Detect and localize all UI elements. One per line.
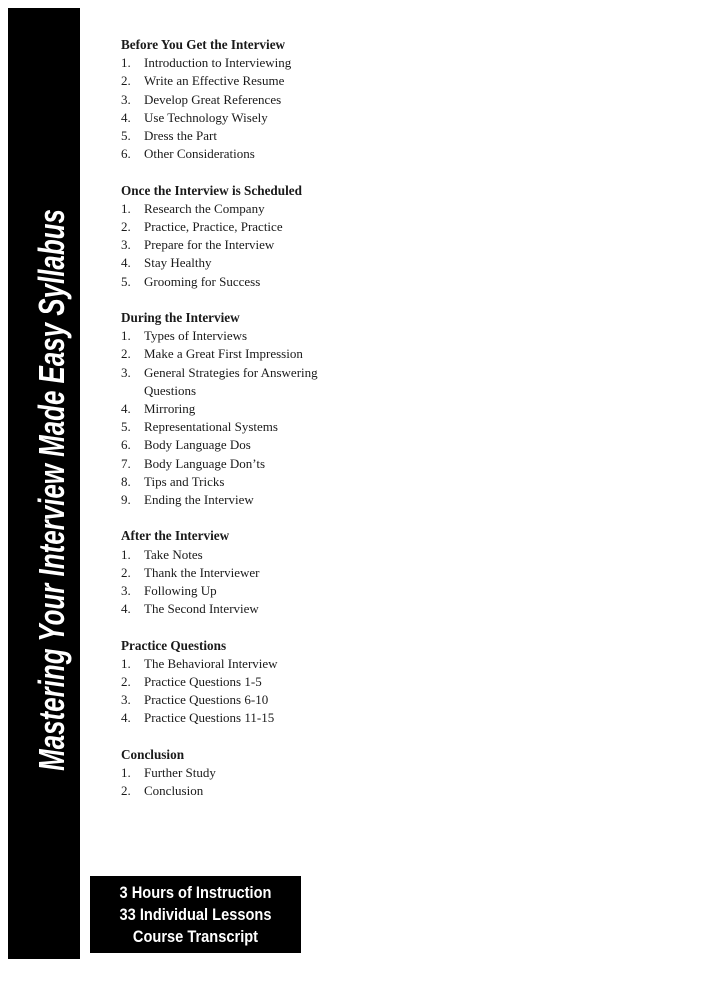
section-practice-questions xyxy=(121,637,501,728)
item-label: Use Technology Wisely xyxy=(144,109,268,125)
item-label: Tips and Tricks xyxy=(144,473,225,489)
lesson-count: 33 Individual Lessons xyxy=(119,904,272,924)
list-item xyxy=(121,473,501,491)
list-item xyxy=(121,655,501,673)
item-label: Practice Questions 6-10 xyxy=(144,692,269,708)
item-number: 8. xyxy=(121,473,131,489)
list-item xyxy=(121,418,501,436)
item-label: Ending the Interview xyxy=(144,492,254,507)
list-item xyxy=(121,491,501,509)
item-number: 1. xyxy=(121,200,131,216)
list-item xyxy=(121,455,501,473)
item-label: Types of Interviews xyxy=(144,328,248,344)
item-label: Practice Questions 11-15 xyxy=(144,710,275,726)
item-label: Mirroring xyxy=(144,400,196,416)
item-label: The Behavioral Interview xyxy=(144,655,278,671)
list-item xyxy=(121,782,501,800)
item-label: Practice, Practice, Practice xyxy=(144,218,283,234)
sidebar-banner xyxy=(8,8,80,959)
item-label: The Second Interview xyxy=(144,601,259,617)
section-title: After the Interview xyxy=(121,528,230,544)
list-item xyxy=(121,91,501,109)
list-item xyxy=(121,764,501,782)
list-item xyxy=(121,691,501,709)
section-during-interview xyxy=(121,309,501,509)
item-label: Write an Effective Resume xyxy=(144,73,285,89)
item-number: 3. xyxy=(121,692,131,708)
item-label: Research the Company xyxy=(144,200,265,216)
item-label: Prepare for the Interview xyxy=(144,237,275,253)
item-number: 2. xyxy=(121,673,131,689)
item-number: 5. xyxy=(121,128,131,143)
item-number: 9. xyxy=(121,492,131,507)
item-label: Practice Questions 1-5 xyxy=(144,673,262,689)
list-item xyxy=(121,145,501,163)
list-item xyxy=(121,400,501,418)
item-label: Dress the Part xyxy=(144,128,217,143)
list-item xyxy=(121,236,501,254)
syllabus-content xyxy=(121,36,501,819)
list-item xyxy=(121,600,501,618)
item-number: 2. xyxy=(121,564,131,580)
item-label: Body Language Don’ts xyxy=(144,455,266,471)
item-label: Following Up xyxy=(144,582,217,598)
item-number: 1. xyxy=(121,764,131,780)
list-item xyxy=(121,54,501,72)
list-item xyxy=(121,273,501,291)
list-item xyxy=(121,327,501,345)
sidebar-title: Mastering Your Interview Made Easy Syllabus xyxy=(31,209,72,771)
item-number: 3. xyxy=(121,237,131,253)
item-number: 6. xyxy=(121,146,131,162)
course-info-box xyxy=(90,876,301,953)
item-number: 3. xyxy=(121,364,131,380)
list-item xyxy=(121,218,501,236)
item-label: Grooming for Success xyxy=(144,273,261,289)
list-item xyxy=(121,709,501,727)
item-number: 1. xyxy=(121,55,131,71)
item-label: Take Notes xyxy=(144,546,203,562)
item-label: Further Study xyxy=(144,764,216,780)
item-number: 4. xyxy=(121,255,131,271)
item-number: 4. xyxy=(121,601,131,617)
section-title: Conclusion xyxy=(121,746,185,762)
item-number: 1. xyxy=(121,655,131,671)
item-number: 5. xyxy=(121,419,131,435)
item-label: Make a Great First Impression xyxy=(144,346,303,362)
item-label: Stay Healthy xyxy=(144,255,212,271)
item-number: 5. xyxy=(121,273,131,289)
item-number: 6. xyxy=(121,437,131,453)
item-number: 2. xyxy=(121,783,131,799)
item-number: 1. xyxy=(121,546,131,562)
item-number: 2. xyxy=(121,73,131,89)
item-number: 3. xyxy=(121,91,131,107)
section-title: Practice Questions xyxy=(121,637,227,653)
list-item xyxy=(121,364,501,400)
list-item xyxy=(121,546,501,564)
item-label: General Strategies for Answering Questions xyxy=(144,364,318,398)
item-label: Introduction to Interviewing xyxy=(144,55,292,71)
item-number: 7. xyxy=(121,455,131,471)
list-item xyxy=(121,200,501,218)
section-title: Once the Interview is Scheduled xyxy=(121,182,302,198)
section-after-interview xyxy=(121,527,501,618)
section-title: During the Interview xyxy=(121,309,240,325)
item-label: Thank the Interviewer xyxy=(144,564,260,580)
list-item xyxy=(121,254,501,272)
list-item xyxy=(121,436,501,454)
item-label: Develop Great References xyxy=(144,91,282,107)
item-label: Other Considerations xyxy=(144,146,255,162)
list-item xyxy=(121,673,501,691)
item-label: Representational Systems xyxy=(144,419,278,435)
item-number: 3. xyxy=(121,582,131,598)
instruction-hours: 3 Hours of Instruction xyxy=(119,882,272,902)
item-number: 4. xyxy=(121,710,131,726)
list-item xyxy=(121,582,501,600)
list-item xyxy=(121,109,501,127)
item-label: Body Language Dos xyxy=(144,437,251,453)
section-conclusion xyxy=(121,746,501,801)
list-item xyxy=(121,345,501,363)
list-item xyxy=(121,564,501,582)
item-number: 4. xyxy=(121,400,131,416)
section-title: Before You Get the Interview xyxy=(121,37,286,52)
item-label: Conclusion xyxy=(144,783,204,799)
list-item xyxy=(121,127,501,145)
section-interview-scheduled xyxy=(121,182,501,291)
item-number: 4. xyxy=(121,109,131,125)
list-item xyxy=(121,72,501,90)
section-before-interview xyxy=(121,36,501,163)
item-number: 2. xyxy=(121,346,131,362)
course-transcript-label: Course Transcript xyxy=(132,926,259,946)
item-number: 2. xyxy=(121,218,131,234)
item-number: 1. xyxy=(121,328,131,344)
